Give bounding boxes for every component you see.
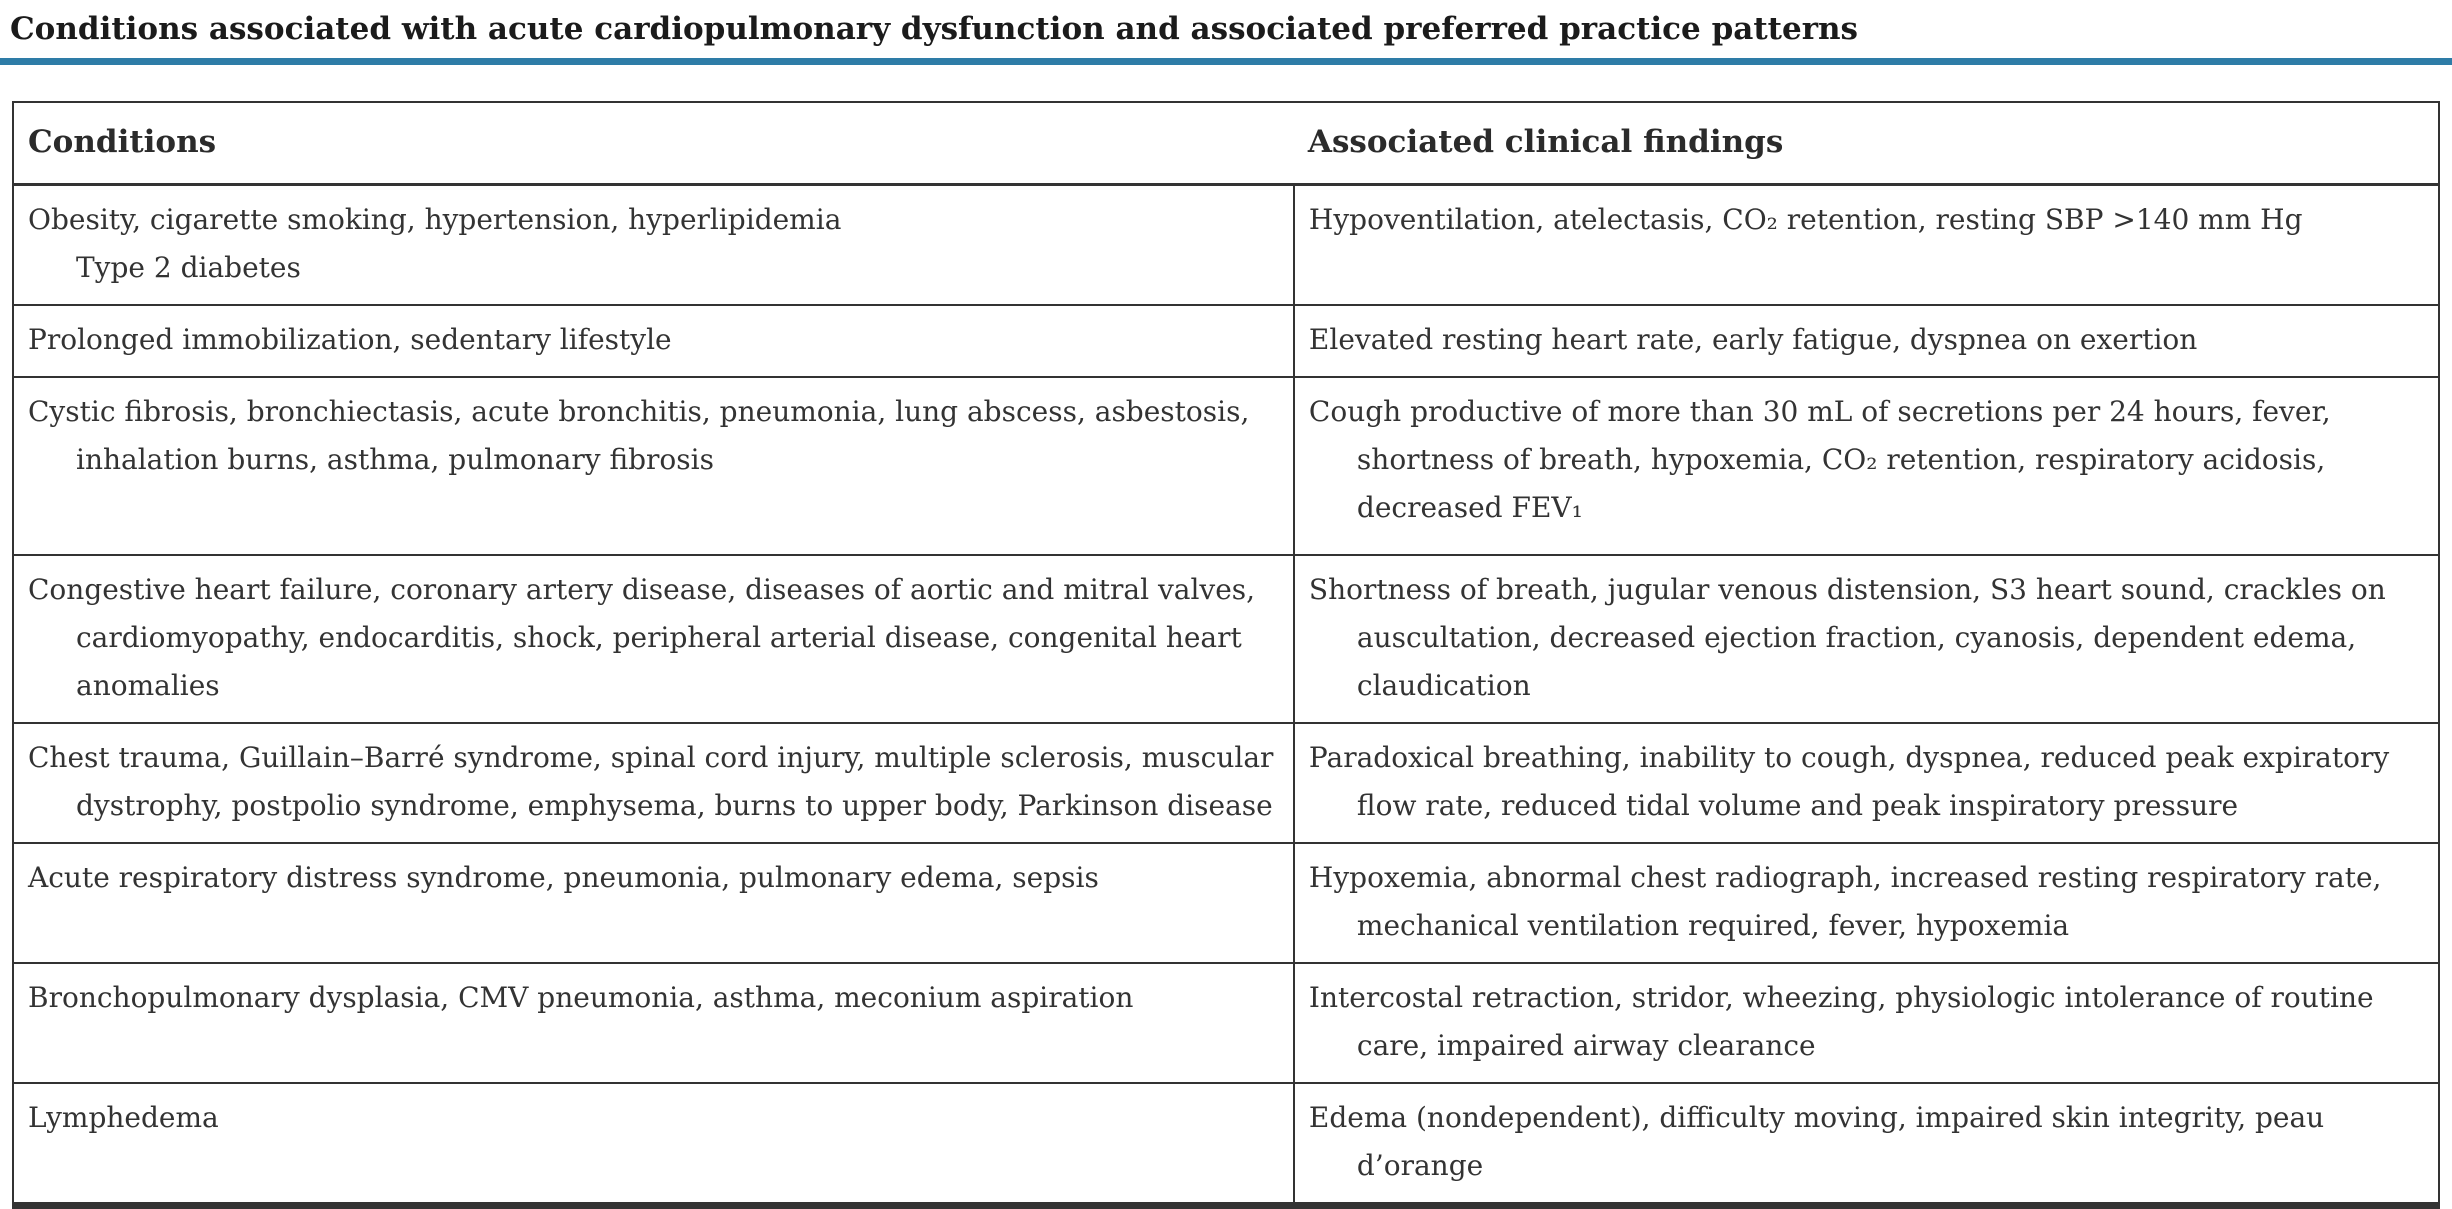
cell-line: Elevated resting heart rate, early fatigue, dyspnea on exertion bbox=[1308, 323, 2198, 356]
cell-line: Prolonged immobilization, sedentary lifestyle bbox=[28, 323, 672, 356]
conditions-cell bbox=[13, 723, 1294, 843]
cell-line: shortness of breath, hypoxemia, CO₂ retention, respiratory acidosis, bbox=[1356, 443, 2326, 476]
findings-cell bbox=[1294, 1083, 2439, 1206]
table-row bbox=[13, 377, 2439, 555]
cell-line: Obesity, cigarette smoking, hypertension, hyperlipidemia bbox=[28, 203, 842, 236]
findings-cell bbox=[1294, 305, 2439, 377]
table-row bbox=[13, 305, 2439, 377]
cell-line: Shortness of breath, jugular venous distension, S3 heart sound, crackles on bbox=[1308, 573, 2386, 606]
cell-line: Acute respiratory distress syndrome, pneumonia, pulmonary edema, sepsis bbox=[28, 861, 1099, 894]
cell-line: Paradoxical breathing, inability to cough, dyspnea, reduced peak expiratory bbox=[1308, 741, 2390, 774]
cell-line: Lymphedema bbox=[28, 1101, 219, 1134]
conditions-cell bbox=[13, 843, 1294, 963]
findings-cell bbox=[1294, 555, 2439, 723]
column-header-conditions: Conditions bbox=[13, 102, 1294, 185]
cell-line: anomalies bbox=[76, 669, 220, 702]
column-header-findings: Associated clinical findings bbox=[1294, 102, 2439, 185]
table-header-row bbox=[13, 102, 2439, 185]
conditions-cell bbox=[13, 305, 1294, 377]
conditions-cell bbox=[13, 377, 1294, 555]
findings-cell bbox=[1294, 723, 2439, 843]
findings-cell bbox=[1294, 843, 2439, 963]
cell-line: Intercostal retraction, stridor, wheezing, physiologic intolerance of routine bbox=[1308, 981, 2374, 1014]
cell-line: Cystic fibrosis, bronchiectasis, acute bronchitis, pneumonia, lung abscess, asbestosis, bbox=[28, 395, 1250, 428]
conditions-cell bbox=[13, 185, 1294, 306]
cell-line: d’orange bbox=[1356, 1149, 1484, 1182]
cell-line: cardiomyopathy, endocarditis, shock, peripheral arterial disease, congenital heart bbox=[76, 621, 1242, 654]
cell-line: mechanical ventilation required, fever, hypoxemia bbox=[1356, 909, 2070, 942]
table-row bbox=[13, 185, 2439, 306]
table-row bbox=[13, 723, 2439, 843]
cell-line: Type 2 diabetes bbox=[76, 251, 301, 284]
cell-line: Hypoxemia, abnormal chest radiograph, increased resting respiratory rate, bbox=[1308, 861, 2382, 894]
findings-cell bbox=[1294, 377, 2439, 555]
findings-cell bbox=[1294, 185, 2439, 306]
cell-line: claudication bbox=[1356, 669, 1531, 702]
cell-line: flow rate, reduced tidal volume and peak inspiratory pressure bbox=[1356, 789, 2239, 822]
cell-line: Hypoventilation, atelectasis, CO₂ retention, resting SBP >140 mm Hg bbox=[1308, 203, 2303, 236]
conditions-cell bbox=[13, 555, 1294, 723]
cell-line: Edema (nondependent), difficulty moving, impaired skin integrity, peau bbox=[1308, 1101, 2325, 1134]
cell-line: auscultation, decreased ejection fraction, cyanosis, dependent edema, bbox=[1356, 621, 2357, 654]
cell-line: Cough productive of more than 30 mL of secretions per 24 hours, fever, bbox=[1308, 395, 2331, 428]
cell-line: inhalation burns, asthma, pulmonary fibrosis bbox=[76, 443, 714, 476]
title-divider bbox=[0, 58, 2452, 65]
page-title: Conditions associated with acute cardiopulmonary dysfunction and associated preferred practice patterns bbox=[10, 11, 1859, 47]
table-row bbox=[13, 843, 2439, 963]
table-row bbox=[13, 1083, 2439, 1206]
cell-line: Congestive heart failure, coronary artery disease, diseases of aortic and mitral valves, bbox=[28, 573, 1256, 606]
table-row bbox=[13, 555, 2439, 723]
table-row bbox=[13, 963, 2439, 1083]
cell-line: care, impaired airway clearance bbox=[1356, 1029, 1816, 1062]
cell-line: Bronchopulmonary dysplasia, CMV pneumonia, asthma, meconium aspiration bbox=[28, 981, 1134, 1014]
conditions-cell bbox=[13, 963, 1294, 1083]
cell-line: dystrophy, postpolio syndrome, emphysema, burns to upper body, Parkinson disease bbox=[76, 789, 1273, 822]
conditions-cell bbox=[13, 1083, 1294, 1206]
cell-line: Chest trauma, Guillain–Barré syndrome, spinal cord injury, multiple sclerosis, muscular bbox=[28, 741, 1274, 774]
conditions-table bbox=[12, 101, 2440, 1209]
cell-line: decreased FEV₁ bbox=[1356, 491, 1583, 524]
table-body bbox=[13, 185, 2439, 1206]
findings-cell bbox=[1294, 963, 2439, 1083]
